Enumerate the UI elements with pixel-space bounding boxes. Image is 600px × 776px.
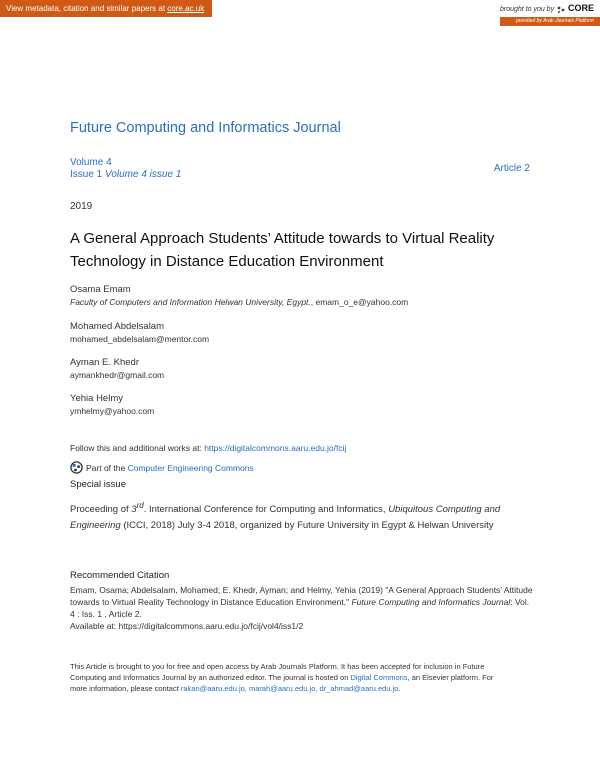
footer-t1: This Article is brought to you for free and open access by Arab Journals Platform. It has been accepted for inclusion in Future Computing and Informatics Journal by an authorized editor. The journal is hosted on (70, 662, 485, 682)
network-commons-icon (70, 461, 83, 474)
follow-line (70, 443, 346, 453)
author-email: mohamed_abdelsalam@mentor.com (70, 334, 210, 344)
provider-bar: provided by Arab Journals Platform (500, 17, 600, 26)
article-number-link[interactable]: Article 2 (493, 163, 530, 174)
special-ordinal (131, 501, 144, 516)
special-p2: . International Conference for Computing and Informatics, (143, 504, 389, 516)
core-brand[interactable] (500, 3, 594, 14)
footer-notice (70, 661, 510, 694)
journal-title[interactable]: Future Computing and Informatics Journal (70, 120, 341, 136)
author-email: , emam_o_e@yahoo.com (310, 297, 409, 307)
citation-journal: Future Computing and Informatics Journal (351, 597, 511, 607)
core-metadata-bar[interactable] (0, 0, 212, 17)
citation-part1: Emam, Osama; Abdelsalam, Mohamed; E. Khedr, Ayman; and Helmy, Yehia (2019) "A General Approach Students’ Attitude towards to Virtual Reality Technology in Distance Education Environment," (70, 585, 533, 607)
core-brand-name: CORE (567, 3, 594, 13)
special-ordinal-suffix: rd (136, 501, 144, 510)
follow-link[interactable]: https://digitalcommons.aaru.edu.jo/fcij (204, 443, 347, 453)
author-name: Ayman E. Khedr (70, 357, 140, 368)
part-of-text: Part of the (86, 462, 126, 473)
author-affiliation (70, 296, 408, 309)
paper-title: A General Approach Students’ Attitude towards to Virtual Reality Technology in Distance Education Environment (70, 230, 495, 270)
part-of-line (70, 461, 254, 474)
author-email: aymankhedr@gmail.com (70, 370, 165, 380)
footer-t3: . (398, 684, 401, 693)
special-issue-heading: Special issue (70, 479, 126, 490)
author-name: Yehia Helmy (70, 393, 123, 404)
author-block (70, 320, 209, 346)
citation-heading: Recommended Citation (70, 570, 170, 581)
author-name: Osama Emam (70, 284, 131, 295)
volume-link[interactable]: Volume 4 (70, 157, 112, 168)
issue-line[interactable] (70, 169, 181, 181)
issue-prefix: Issue 1 (70, 169, 106, 180)
citation-available[interactable]: Available at: https://digitalcommons.aaru.edu.jo/fcij/vol4/iss1/2 (70, 621, 304, 631)
publication-year: 2019 (70, 201, 93, 212)
special-italic: Ubiquitous Computing and Engineering (70, 504, 501, 532)
commons-link[interactable]: Computer Engineering Commons (127, 462, 254, 473)
core-link[interactable]: core.ac.uk (167, 4, 205, 13)
core-banner (0, 0, 600, 22)
digital-commons-link[interactable]: Digital Commons (350, 673, 408, 682)
special-p1: Proceeding of (70, 504, 132, 516)
contact-emails-link[interactable]: rakan@aaru.edu.jo, marah@aaru.edu.jo, dr_ahmad@aaru.edu.jo (180, 684, 399, 693)
author-block (70, 392, 154, 418)
author-block (70, 356, 164, 382)
follow-text: Follow this and additional works at: (70, 443, 205, 453)
core-logo-icon (556, 5, 566, 14)
author-name: Mohamed Abdelsalam (70, 321, 164, 332)
citation-text (70, 584, 535, 632)
author-email: ymhelmy@yahoo.com (70, 406, 155, 416)
volume-issue-block (70, 157, 181, 181)
citation-part2: : Vol. 4 : Iss. 1 , Article 2. (70, 597, 530, 619)
core-metadata-text: View metadata, citation and similar papers at (6, 4, 168, 13)
special-ordinal-num: 3 (131, 504, 137, 516)
special-p3: (ICCI, 2018) July 3-4 2018, organized by Future University in Egypt & Helwan University (120, 520, 494, 532)
brought-by-text: brought to you by (499, 6, 555, 13)
footer-t2: , an Elsevier platform. For more information, please contact (70, 673, 494, 693)
affiliation-text: Faculty of Computers and Information Helwan University, Egypt. (70, 297, 311, 307)
author-block (70, 283, 408, 309)
issue-italic: Volume 4 issue 1 (105, 169, 182, 180)
special-issue-text (70, 498, 540, 534)
